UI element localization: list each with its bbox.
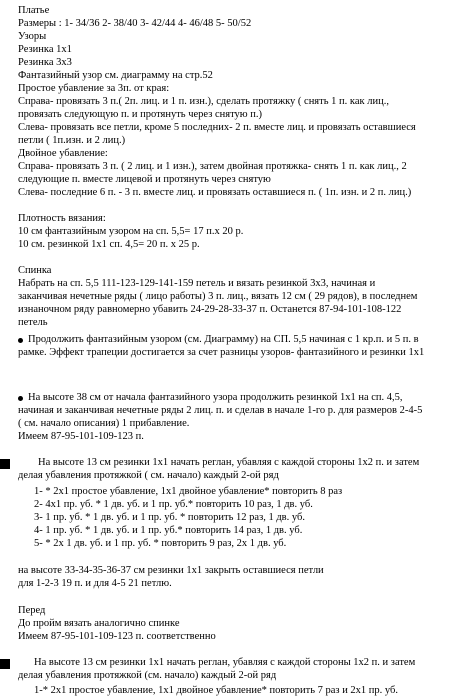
double-decrease-right-1: Справа- провязать 3 п. ( 2 лиц. и 1 изн.), затем двойная протяжка- снять 1 п. как лиц., 2 [18,161,407,172]
simple-decrease-right-1: Справа- провязать 3 п.( 2п. лиц. и 1 п. изн.), сделать протяжку ( снять 1 п. как лиц., [18,96,389,107]
gauge-heading: Плотность вязания: [18,213,106,224]
front-para-1-line-1: На высоте 13 см резинки 1х1 начать реглан, убавляя с каждой стороны 1х2 п. и затем [34,657,416,668]
simple-decrease-left-2: петли ( 1п.изн. и 2 лиц.) [18,135,126,146]
bullet-dot-icon [18,338,23,343]
document-title: Платье [18,5,50,16]
front-heading: Перед [18,605,46,616]
front-line-1: До пройм вязать аналогично спинке [18,618,180,629]
back-para-1-line-3: изнаночном ряду равномерно убавить 24-29-28-33-37 п. Останется 87-94-101-108-122 [18,304,402,315]
simple-decrease-right-2: провязать следующую п. и протянуть через снятую п.) [18,109,262,120]
back-para-5-line-1: на высоте 33-34-35-36-37 см резинки 1х1 закрыть оставшиеся петли [18,565,324,576]
bullet-square-icon [0,459,10,469]
pattern-rib-3x3: Резинка 3х3 [18,57,72,68]
simple-decrease-left-1: Слева- провязать все петли, кроме 5 последних- 2 п. вместе лиц. и провязать оставшиеся [18,122,416,133]
back-para-1-line-1: Набрать на сп. 5,5 111-123-129-141-159 петель и вязать резинкой 3х3, начиная и [18,278,376,289]
pattern-fancy: Фантазийный узор см. диаграмму на стр.52 [18,70,213,81]
back-list-item: 3- 1 пр. уб. * 1 дв. уб. и 1 пр. уб. * повторить 12 раз, 1 дв. уб. [34,512,305,523]
back-list-item: 5- * 2х 1 дв. уб. и 1 пр. уб. * повторить 9 раз, 2х 1 дв. уб. [34,538,287,549]
front-list-item: 1-* 2х1 простое убавление, 1х1 двойное убавление* повторить 7 раз и 2х1 пр. уб. [34,685,399,696]
back-para-1-line-2: заканчивая нечетные ряды ( лицо работы) 3 п. лиц., вязать 12 см ( 29 рядов), в последнем [18,291,418,302]
simple-decrease-heading: Простое убавление за 3п. от края: [18,83,170,94]
bullet-dot-icon [18,396,23,401]
double-decrease-left-1: Слева- последние 6 п. - 3 п. вместе лиц. и провязать оставшиеся п. ( 1п. изн. и 2 п. лиц.) [18,187,412,198]
double-decrease-right-2: следующие п. вместе лицевой и протянуть через снятую [18,174,271,185]
pattern-rib-1x1: Резинка 1х1 [18,44,72,55]
back-para-3-line-1: На высоте 38 см от начала фантазийного узора продолжить резинкой 1х1 на сп. 4,5, [28,392,403,403]
front-para-1-line-2: делая убавления протяжкой (см. начало) каждый 2-ой ряд [18,670,277,681]
patterns-heading: Узоры [18,31,47,42]
double-decrease-heading: Двойное убавление: [18,148,108,159]
sizes-line: Размеры : 1- 34/36 2- 38/40 3- 42/44 4- 46/48 5- 50/52 [18,18,252,29]
front-line-2: Имеем 87-95-101-109-123 п. соответственно [18,631,216,642]
back-para-1-line-4: петель [18,317,48,328]
back-list-item: 2- 4х1 пр. уб. * 1 дв. уб. и 1 пр. уб.* повторить 10 раз, 1 дв. уб. [34,499,313,510]
gauge-line-2: 10 см. резинкой 1х1 сп. 4,5= 20 п. х 25 р. [18,239,200,250]
back-para-3-line-4: Имеем 87-95-101-109-123 п. [18,431,144,442]
back-para-5-line-2: для 1-2-3 19 п. и для 4-5 21 петлю. [18,578,172,589]
back-para-2-line-1: Продолжить фантазийным узором (см. Диаграмму) на СП. 5,5 начиная с 1 кр.п. и 5 п. в [28,334,419,345]
back-list-item: 1- * 2х1 простое убавление, 1х1 двойное убавление* повторить 8 раз [34,486,343,497]
back-para-2-line-2: рамке. Эффект трапеции достигается за счет разницы узоров- фантазийного и резинки 1х1 [18,347,425,358]
back-para-3-line-3: ( см. начало описания) 1 прибавление. [18,418,190,429]
back-list-item: 4- 1 пр. уб. * 1 дв. уб. и 1 пр. уб.* повторить 14 раз, 1 дв. уб. [34,525,303,536]
back-para-3-line-2: начиная и заканчивая нечетные ряды 2 лиц. п. и сделав в начале 1-го р. для размеров 2-4-5 [18,405,423,416]
back-para-4-line-1: На высоте 13 см резинки 1х1 начать реглан, убавляя с каждой стороны 1х2 п. и затем [38,457,420,468]
gauge-line-1: 10 см фантазийным узором на сп. 5,5= 17 п.х 20 р. [18,226,244,237]
back-heading: Спинка [18,265,52,276]
back-para-4-line-2: делая убавления протяжкой ( см. начало) каждый 2-ой ряд [18,470,279,481]
bullet-square-icon [0,659,10,669]
